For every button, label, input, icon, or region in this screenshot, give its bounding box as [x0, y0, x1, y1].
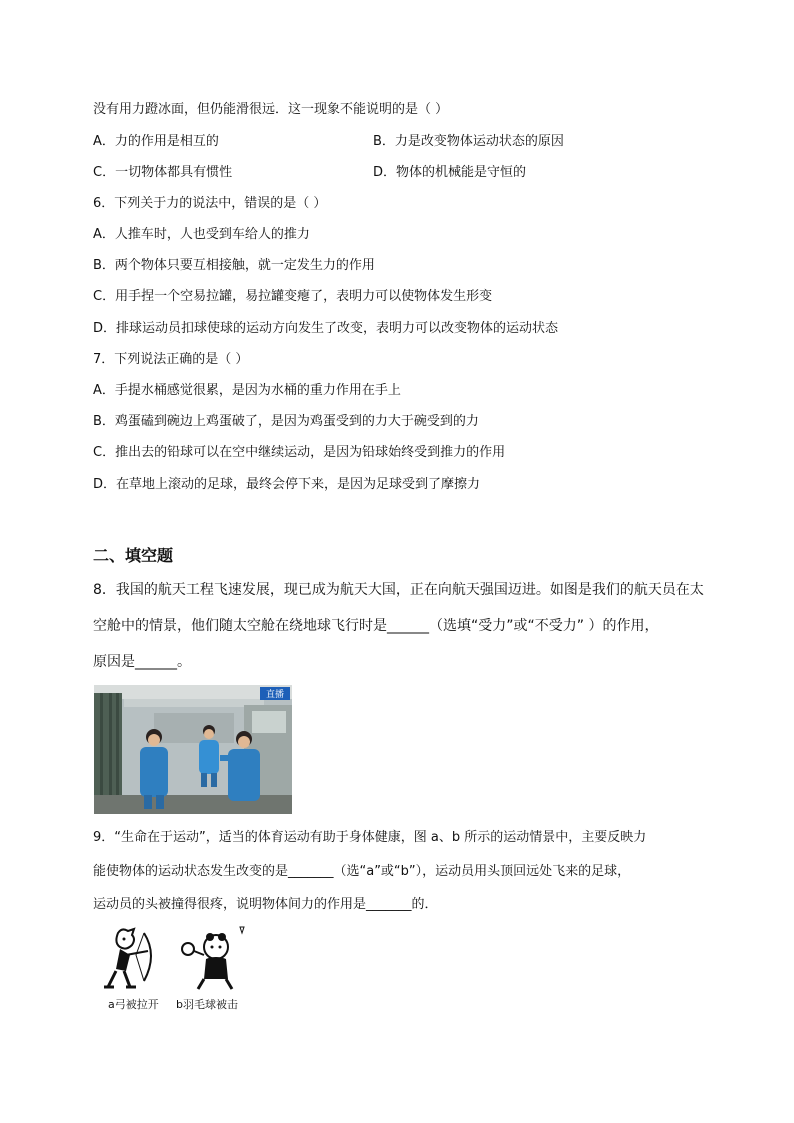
q6-option-c: C．用手捏一个空易拉罐，易拉罐变瘪了，表明力可以使物体发生形变: [93, 289, 493, 304]
q8-line-3: 原因是______。: [93, 654, 191, 670]
q6-option-a: A．人推车时，人也受到车给人的推力: [93, 227, 310, 242]
q6-option-b: B．两个物体只要互相接触，就一定发生力的作用: [93, 258, 375, 273]
q7-stem: 7．下列说法正确的是（ ）: [93, 352, 249, 367]
astronauts-photo: [94, 685, 292, 814]
q6-option-d: D．排球运动员扣球使球的运动方向发生了改变，表明力可以改变物体的运动状态: [93, 321, 559, 336]
q8-line-1: 8．我国的航天工程飞速发展，现已成为航天大国，正在向航天强国迈进。如图是我们的航天员在太: [93, 582, 704, 598]
caption-b: b羽毛球被击: [176, 998, 238, 1011]
q5-option-c: C．一切物体都具有惯性: [93, 165, 233, 180]
q7-option-c: C．推出去的铅球可以在空中继续运动，是因为铅球始终受到推力的作用: [93, 445, 506, 460]
q6-stem: 6．下列关于力的说法中，错误的是（ ）: [93, 196, 327, 211]
q9-line-1: 9．“生命在于运动”，适当的体育运动有助于身体健康，图 a、b 所示的运动情景中，主要反映力: [93, 830, 647, 845]
q5-option-b: B．力是改变物体运动状态的原因: [373, 134, 564, 149]
q5-option-a: A．力的作用是相互的: [93, 134, 219, 149]
section-title: 二、填空题: [93, 546, 174, 565]
archer-cartoon: [100, 925, 160, 995]
q5-option-d: D．物体的机械能是守恒的: [373, 165, 527, 180]
q9-line-3: 运动员的头被撞得很疼，说明物体间力的作用是_______的．: [93, 897, 438, 912]
live-badge-text: 直播: [265, 690, 285, 700]
astronauts-photo-art: [94, 685, 292, 814]
badminton-cartoon: [180, 925, 246, 995]
q9-line-2: 能使物体的运动状态发生改变的是_______（选“a”或“b”），运动员用头顶回远处飞来的足球，: [93, 864, 631, 879]
q8-line-2: 空舱中的情景，他们随太空舱在绕地球飞行时是______（选填“受力”或“不受力” ）的作用，: [93, 618, 659, 634]
q5-stem-tail: 没有用力蹬冰面，但仍能滑很远．这一现象不能说明的是（ ）: [93, 102, 449, 117]
q7-option-d: D．在草地上滚动的足球，最终会停下来，是因为足球受到了摩擦力: [93, 477, 481, 492]
q7-option-a: A．手提水桶感觉很累，是因为水桶的重力作用在手上: [93, 383, 401, 398]
q7-option-b: B．鸡蛋磕到碗边上鸡蛋破了，是因为鸡蛋受到的力大于碗受到的力: [93, 414, 479, 429]
caption-a: a弓被拉开: [108, 998, 159, 1011]
